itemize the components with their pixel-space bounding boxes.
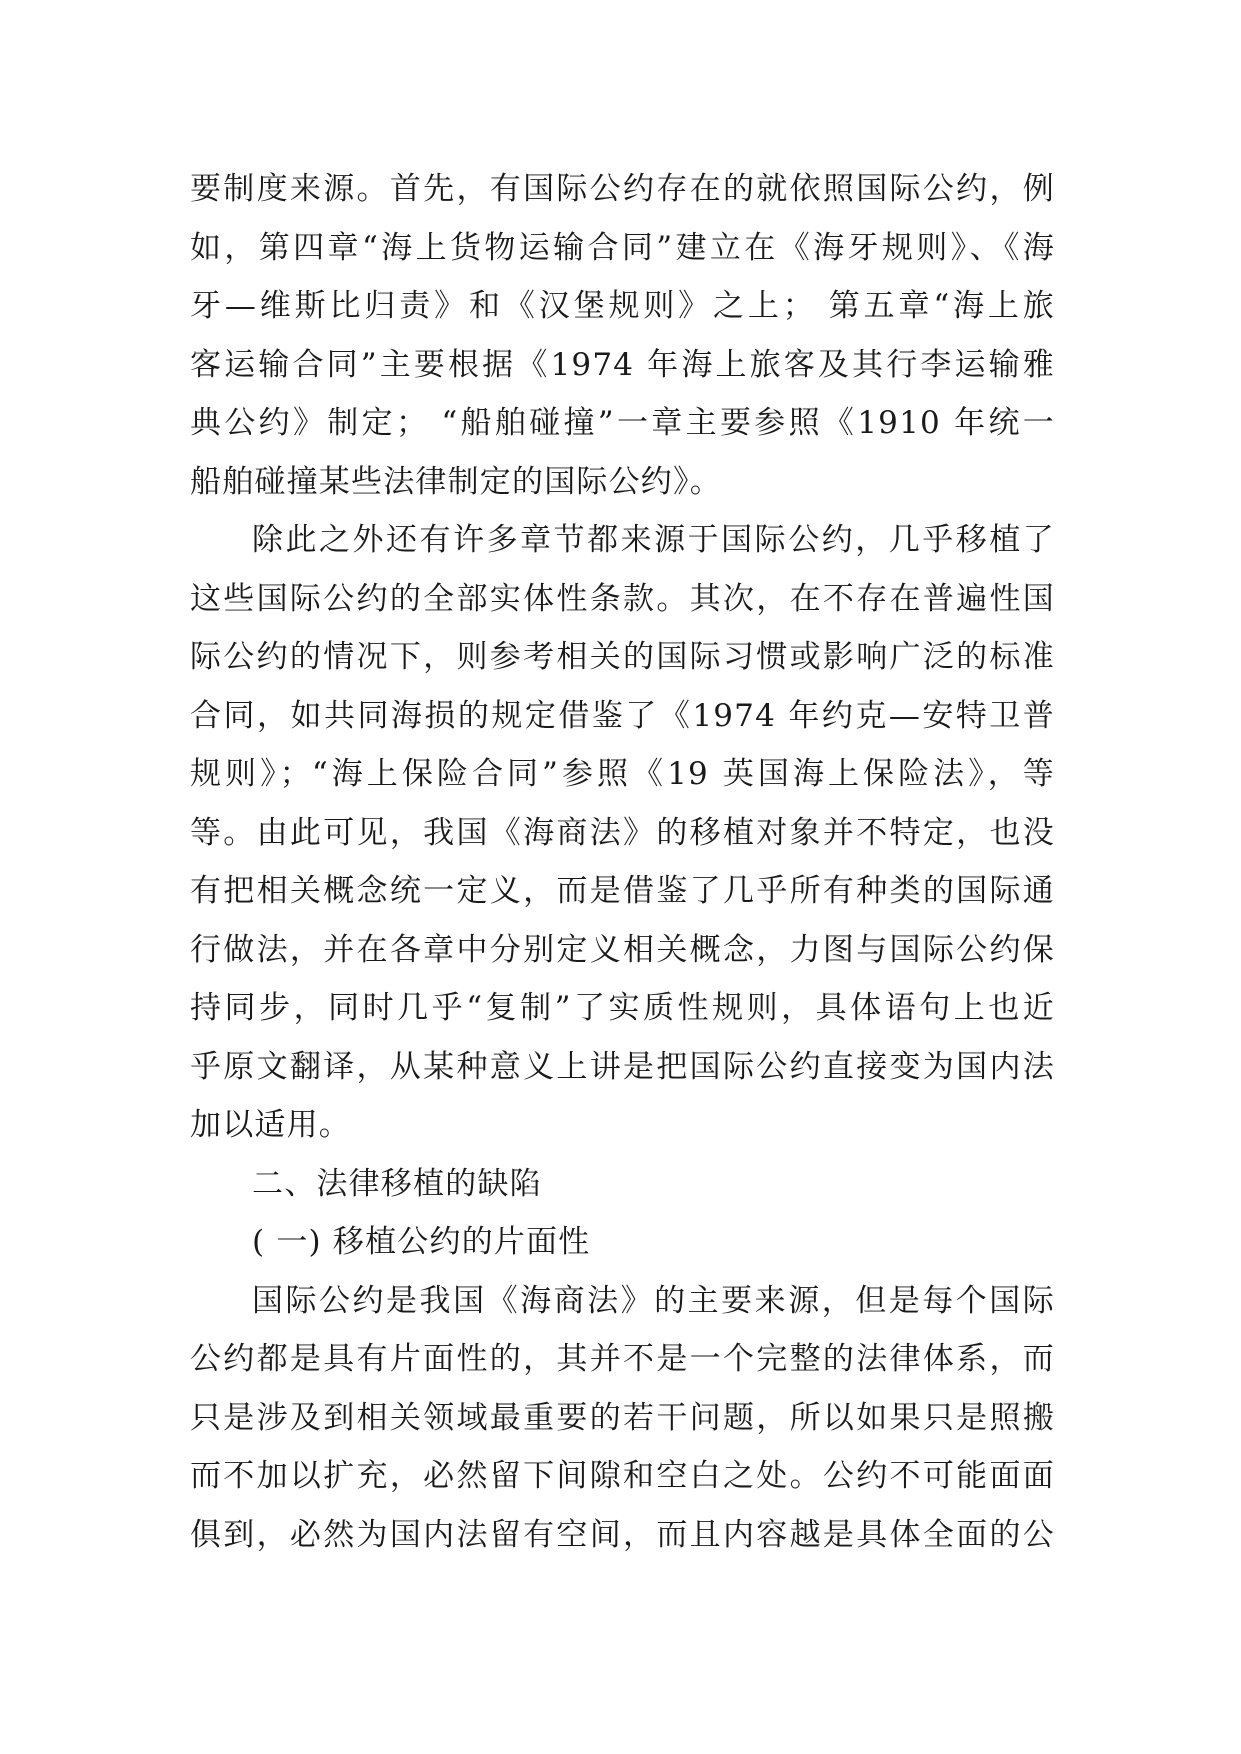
text-line: 如，第四章“海上货物运输合同”建立在《海牙规则》、《海 [190,229,1055,266]
text-line: 有把相关概念统一定义，而是借鉴了几乎所有种类的国际通 [190,873,1055,909]
text-line: 加以适用。 [190,1107,351,1143]
text-line: 除此之外还有许多章节都来源于国际公约，几乎移植了 [252,522,1055,558]
subsection-heading: ( 一) 移植公约的片面性 [252,1224,591,1260]
text-line: 俱到，必然为国内法留有空间，而且内容越是具体全面的公 [190,1516,1055,1553]
text-line: 只是涉及到相关领域最重要的若干问题，所以如果只是照搬 [190,1399,1055,1436]
text-line: 而不加以扩充，必然留下间隙和空白之处。公约不可能面面 [190,1458,1055,1494]
paragraph-other-chapters [190,511,1055,1155]
text-line: 客运输合同”主要根据《1974 年海上旅客及其行李运输雅 [190,346,1055,383]
text-line: 牙—维斯比归责》和《汉堡规则》之上； 第五章“海上旅 [190,288,1055,324]
text-line: 船舶碰撞某些法律制定的国际公约》。 [190,463,722,500]
text-line: 等。由此可见，我国《海商法》的移植对象并不特定，也没 [190,814,1055,851]
paragraph-source-conventions [190,160,1055,511]
text-line: 国际公约是我国《海商法》的主要来源，但是每个国际 [252,1282,1055,1319]
text-line: 公约都是具有片面性的，其并不是一个完整的法律体系，而 [190,1341,1055,1377]
section-heading: 二、法律移植的缺陷 [252,1165,542,1202]
text-line: 合同，如共同海损的规定借鉴了《1974 年约克—安特卫普 [190,697,1055,734]
text-line: 要制度来源。首先，有国际公约存在的就依照国际公约，例 [190,171,1055,207]
text-line: 行做法，并在各章中分别定义相关概念，力图与国际公约保 [190,931,1055,968]
document-body [190,160,1055,1564]
text-line: 持同步，同时几乎“复制”了实质性规则，具体语句上也近 [190,990,1055,1026]
text-line: 这些国际公约的全部实体性条款。其次，在不存在普遍性国 [190,580,1055,617]
text-line: 际公约的情况下，则参考相关的国际习惯或影响广泛的标准 [190,639,1055,675]
text-line: 规则》；“海上保险合同”参照《19 英国海上保险法》，等 [190,756,1055,792]
paragraph-one-sidedness [190,1272,1055,1565]
text-line: 典公约》制定； “船舶碰撞”一章主要参照《1910 年统一 [190,405,1055,441]
text-line: 乎原文翻译，从某种意义上讲是把国际公约直接变为国内法 [190,1048,1055,1085]
